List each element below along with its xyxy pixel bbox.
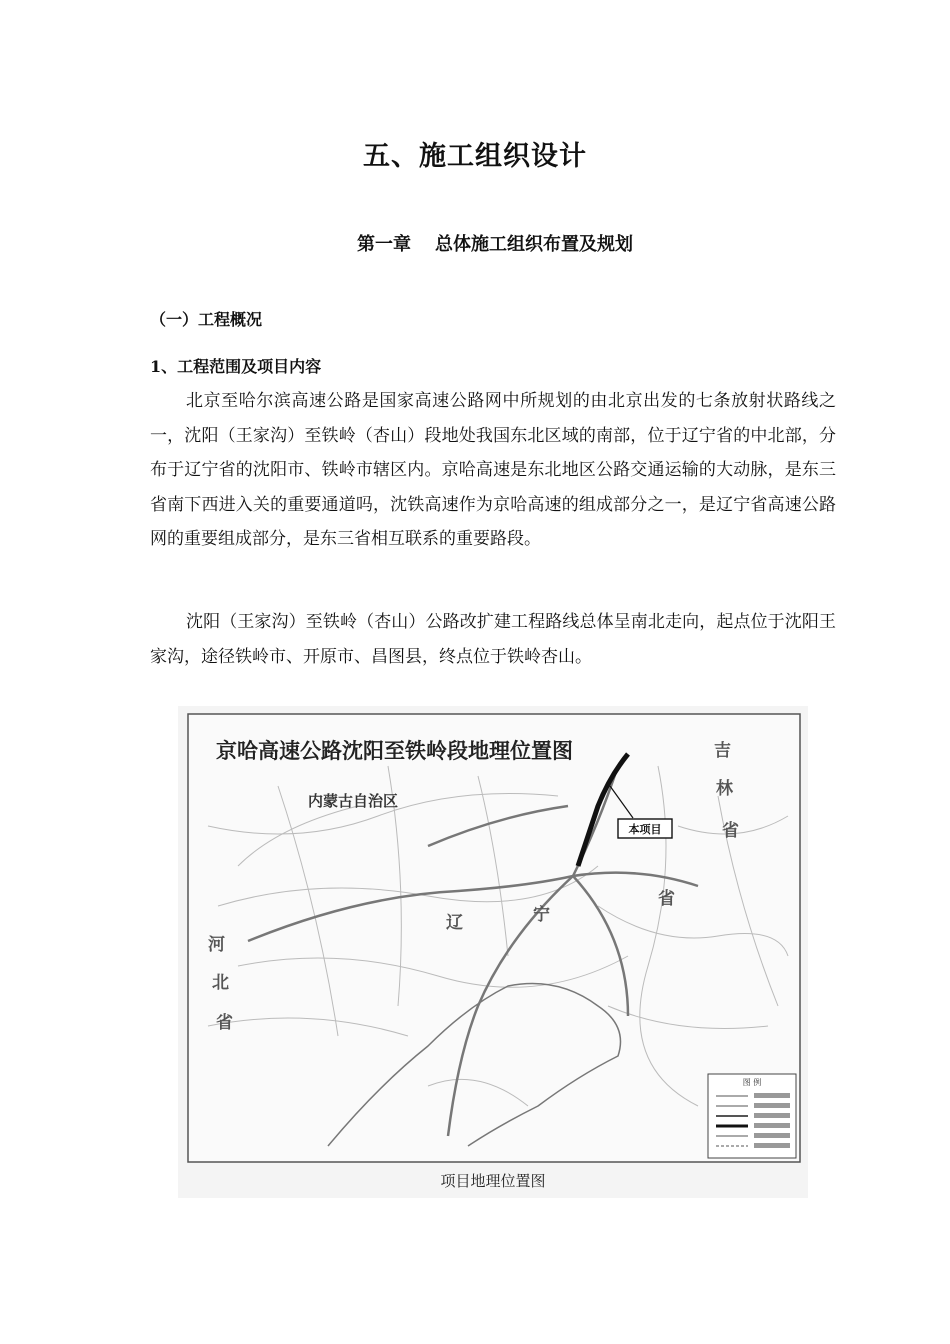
figure-caption: 项目地理位置图 bbox=[440, 1172, 546, 1190]
paragraph-2: 沈阳（王家沟）至铁岭（杏山）公路改扩建工程路线总体呈南北走向，起点位于沈阳王家沟，途径铁岭市、开原市、昌图县，终点位于铁岭杏山。 bbox=[150, 612, 836, 667]
subsection-heading: 1、工程范围及项目内容 bbox=[150, 357, 322, 376]
legend-title: 图 例 bbox=[742, 1078, 762, 1087]
label-lin: 林 bbox=[716, 779, 733, 799]
label-hebei-sheng: 省 bbox=[216, 1013, 233, 1033]
chapter-heading bbox=[0, 230, 950, 256]
document-title: 五、施工组织设计 bbox=[363, 141, 587, 172]
chapter-number: 第一章 bbox=[357, 234, 411, 255]
label-ji: 吉 bbox=[714, 741, 731, 761]
label-liao: 辽 bbox=[446, 913, 463, 933]
label-inner-mongolia: 内蒙古自治区 bbox=[308, 792, 399, 810]
label-jilin-sheng: 省 bbox=[722, 821, 739, 841]
chapter-name: 总体施工组织布置及规划 bbox=[435, 234, 633, 255]
map-legend bbox=[708, 1074, 796, 1158]
project-label: 本项目 bbox=[628, 823, 662, 836]
paragraph-1: 北京至哈尔滨高速公路是国家高速公路网中所规划的由北京出发的七条放射状路线之一，沈阳（王家沟）至铁岭（杏山）段地处我国东北区域的南部，位于辽宁省的中北部，分布于辽宁省的沈阳市、铁岭市辖区内。京哈高速是东北地区公路交通运输的大动脉，是东三省南下西进入关的重要通道吗，沈铁高速作为京哈高速的组成部分之一，是辽宁省高速公路网的重要组成部分，是东三省相互联系的重要路段。 bbox=[150, 391, 836, 550]
label-he: 河 bbox=[208, 935, 225, 955]
label-bei: 北 bbox=[212, 973, 229, 993]
map-title: 京哈高速公路沈阳至铁岭段地理位置图 bbox=[216, 739, 573, 763]
location-map-image bbox=[178, 706, 808, 1198]
label-sheng: 省 bbox=[658, 889, 675, 909]
location-map-figure bbox=[178, 706, 808, 1198]
section-heading: （一）工程概况 bbox=[150, 310, 263, 329]
label-ning: 宁 bbox=[533, 905, 550, 925]
